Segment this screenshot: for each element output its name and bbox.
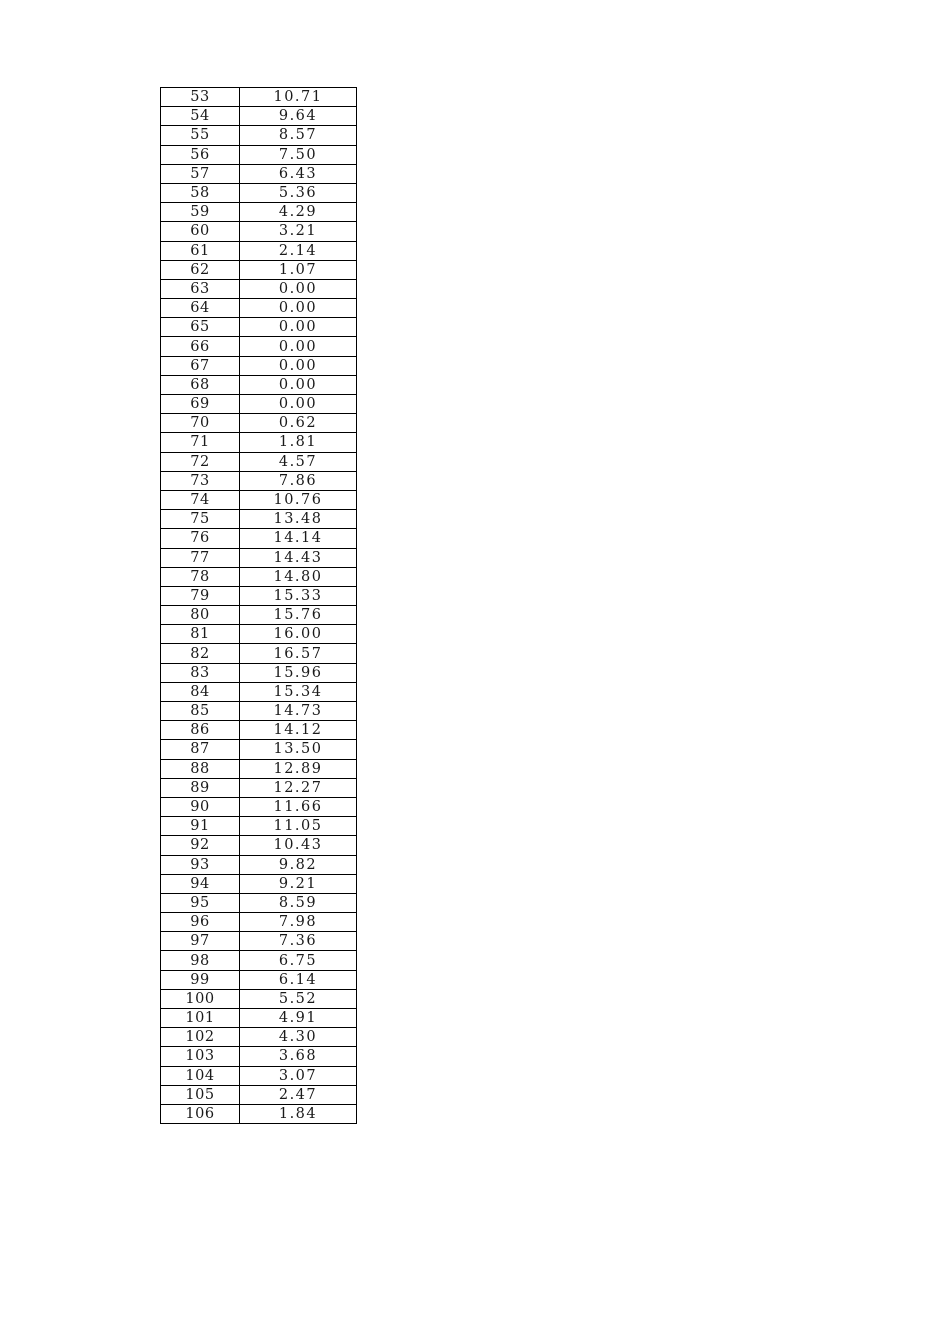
table-row bbox=[161, 913, 357, 932]
row-index-cell: 82 bbox=[161, 644, 240, 663]
row-index-cell: 97 bbox=[161, 932, 240, 951]
row-index-cell: 74 bbox=[161, 490, 240, 509]
row-value-cell: 0.00 bbox=[240, 375, 357, 394]
row-value-cell: 3.07 bbox=[240, 1066, 357, 1085]
row-value-cell: 12.89 bbox=[240, 759, 357, 778]
row-index-cell: 64 bbox=[161, 299, 240, 318]
table-row bbox=[161, 702, 357, 721]
row-value-cell: 15.34 bbox=[240, 682, 357, 701]
row-index-cell: 84 bbox=[161, 682, 240, 701]
row-value-cell: 7.98 bbox=[240, 913, 357, 932]
row-index-cell: 106 bbox=[161, 1104, 240, 1123]
row-value-cell: 14.73 bbox=[240, 702, 357, 721]
row-value-cell: 1.81 bbox=[240, 433, 357, 452]
row-index-cell: 93 bbox=[161, 855, 240, 874]
row-index-cell: 87 bbox=[161, 740, 240, 759]
data-table bbox=[160, 87, 357, 1124]
row-index-cell: 66 bbox=[161, 337, 240, 356]
table-row bbox=[161, 893, 357, 912]
row-value-cell: 14.80 bbox=[240, 567, 357, 586]
table-row bbox=[161, 1028, 357, 1047]
row-value-cell: 5.36 bbox=[240, 183, 357, 202]
table-row bbox=[161, 644, 357, 663]
table-row bbox=[161, 797, 357, 816]
row-index-cell: 98 bbox=[161, 951, 240, 970]
table-row bbox=[161, 759, 357, 778]
table-row bbox=[161, 222, 357, 241]
row-value-cell: 14.43 bbox=[240, 548, 357, 567]
row-index-cell: 70 bbox=[161, 414, 240, 433]
row-value-cell: 7.36 bbox=[240, 932, 357, 951]
table-row bbox=[161, 586, 357, 605]
row-value-cell: 12.27 bbox=[240, 778, 357, 797]
table-row bbox=[161, 1066, 357, 1085]
row-value-cell: 2.14 bbox=[240, 241, 357, 260]
row-value-cell: 4.57 bbox=[240, 452, 357, 471]
table-row bbox=[161, 529, 357, 548]
row-value-cell: 9.21 bbox=[240, 874, 357, 893]
row-value-cell: 11.05 bbox=[240, 817, 357, 836]
row-index-cell: 104 bbox=[161, 1066, 240, 1085]
row-value-cell: 0.00 bbox=[240, 337, 357, 356]
table-row bbox=[161, 855, 357, 874]
row-index-cell: 69 bbox=[161, 395, 240, 414]
row-index-cell: 79 bbox=[161, 586, 240, 605]
row-index-cell: 65 bbox=[161, 318, 240, 337]
row-value-cell: 3.21 bbox=[240, 222, 357, 241]
table-row bbox=[161, 1047, 357, 1066]
table-row bbox=[161, 318, 357, 337]
table-body bbox=[161, 88, 357, 1124]
row-value-cell: 8.59 bbox=[240, 893, 357, 912]
row-value-cell: 15.76 bbox=[240, 606, 357, 625]
row-index-cell: 75 bbox=[161, 510, 240, 529]
row-index-cell: 57 bbox=[161, 164, 240, 183]
row-index-cell: 62 bbox=[161, 260, 240, 279]
row-index-cell: 91 bbox=[161, 817, 240, 836]
row-index-cell: 58 bbox=[161, 183, 240, 202]
row-value-cell: 9.64 bbox=[240, 107, 357, 126]
row-value-cell: 7.50 bbox=[240, 145, 357, 164]
row-value-cell: 8.57 bbox=[240, 126, 357, 145]
row-value-cell: 11.66 bbox=[240, 797, 357, 816]
row-value-cell: 0.00 bbox=[240, 356, 357, 375]
row-value-cell: 10.43 bbox=[240, 836, 357, 855]
table-row bbox=[161, 452, 357, 471]
row-index-cell: 59 bbox=[161, 203, 240, 222]
row-index-cell: 61 bbox=[161, 241, 240, 260]
row-index-cell: 80 bbox=[161, 606, 240, 625]
row-value-cell: 10.76 bbox=[240, 490, 357, 509]
row-index-cell: 53 bbox=[161, 88, 240, 107]
table-row bbox=[161, 490, 357, 509]
row-value-cell: 3.68 bbox=[240, 1047, 357, 1066]
row-index-cell: 96 bbox=[161, 913, 240, 932]
row-index-cell: 76 bbox=[161, 529, 240, 548]
row-value-cell: 7.86 bbox=[240, 471, 357, 490]
table-row bbox=[161, 337, 357, 356]
row-value-cell: 1.07 bbox=[240, 260, 357, 279]
table-row bbox=[161, 721, 357, 740]
row-value-cell: 16.00 bbox=[240, 625, 357, 644]
row-value-cell: 0.00 bbox=[240, 318, 357, 337]
row-value-cell: 6.43 bbox=[240, 164, 357, 183]
table-row bbox=[161, 203, 357, 222]
table-row bbox=[161, 356, 357, 375]
row-value-cell: 4.29 bbox=[240, 203, 357, 222]
row-value-cell: 4.91 bbox=[240, 1009, 357, 1028]
row-index-cell: 83 bbox=[161, 663, 240, 682]
table-row bbox=[161, 260, 357, 279]
row-index-cell: 88 bbox=[161, 759, 240, 778]
row-value-cell: 15.96 bbox=[240, 663, 357, 682]
row-value-cell: 9.82 bbox=[240, 855, 357, 874]
row-value-cell: 5.52 bbox=[240, 989, 357, 1008]
row-index-cell: 81 bbox=[161, 625, 240, 644]
table-row bbox=[161, 395, 357, 414]
table-row bbox=[161, 88, 357, 107]
table-row bbox=[161, 107, 357, 126]
row-value-cell: 2.47 bbox=[240, 1085, 357, 1104]
table-row bbox=[161, 299, 357, 318]
row-index-cell: 85 bbox=[161, 702, 240, 721]
row-index-cell: 89 bbox=[161, 778, 240, 797]
row-index-cell: 92 bbox=[161, 836, 240, 855]
row-index-cell: 102 bbox=[161, 1028, 240, 1047]
table-row bbox=[161, 951, 357, 970]
table-row bbox=[161, 1085, 357, 1104]
table-row bbox=[161, 433, 357, 452]
row-index-cell: 86 bbox=[161, 721, 240, 740]
table-row bbox=[161, 740, 357, 759]
row-value-cell: 0.00 bbox=[240, 299, 357, 318]
row-index-cell: 55 bbox=[161, 126, 240, 145]
row-value-cell: 4.30 bbox=[240, 1028, 357, 1047]
row-value-cell: 0.00 bbox=[240, 279, 357, 298]
table-row bbox=[161, 241, 357, 260]
table-row bbox=[161, 932, 357, 951]
table-row bbox=[161, 874, 357, 893]
table-row bbox=[161, 663, 357, 682]
table-row bbox=[161, 625, 357, 644]
row-value-cell: 13.50 bbox=[240, 740, 357, 759]
row-index-cell: 99 bbox=[161, 970, 240, 989]
table-row bbox=[161, 606, 357, 625]
row-index-cell: 103 bbox=[161, 1047, 240, 1066]
row-value-cell: 14.14 bbox=[240, 529, 357, 548]
table-row bbox=[161, 510, 357, 529]
table-row bbox=[161, 548, 357, 567]
row-index-cell: 90 bbox=[161, 797, 240, 816]
table-row bbox=[161, 682, 357, 701]
table-row bbox=[161, 414, 357, 433]
table-row bbox=[161, 279, 357, 298]
table-row bbox=[161, 126, 357, 145]
row-index-cell: 100 bbox=[161, 989, 240, 1008]
table-row bbox=[161, 145, 357, 164]
row-index-cell: 63 bbox=[161, 279, 240, 298]
row-index-cell: 60 bbox=[161, 222, 240, 241]
row-index-cell: 95 bbox=[161, 893, 240, 912]
table-row bbox=[161, 1009, 357, 1028]
table-row bbox=[161, 817, 357, 836]
table-row bbox=[161, 471, 357, 490]
row-index-cell: 67 bbox=[161, 356, 240, 375]
row-value-cell: 0.00 bbox=[240, 395, 357, 414]
row-value-cell: 10.71 bbox=[240, 88, 357, 107]
table-row bbox=[161, 1104, 357, 1123]
row-value-cell: 16.57 bbox=[240, 644, 357, 663]
row-index-cell: 77 bbox=[161, 548, 240, 567]
table-row bbox=[161, 183, 357, 202]
row-index-cell: 68 bbox=[161, 375, 240, 394]
row-value-cell: 1.84 bbox=[240, 1104, 357, 1123]
row-value-cell: 0.62 bbox=[240, 414, 357, 433]
row-index-cell: 73 bbox=[161, 471, 240, 490]
row-value-cell: 6.75 bbox=[240, 951, 357, 970]
table-row bbox=[161, 970, 357, 989]
table-row bbox=[161, 836, 357, 855]
table-row bbox=[161, 164, 357, 183]
row-index-cell: 101 bbox=[161, 1009, 240, 1028]
row-index-cell: 94 bbox=[161, 874, 240, 893]
row-value-cell: 13.48 bbox=[240, 510, 357, 529]
table-row bbox=[161, 567, 357, 586]
row-value-cell: 6.14 bbox=[240, 970, 357, 989]
row-index-cell: 56 bbox=[161, 145, 240, 164]
table-row bbox=[161, 989, 357, 1008]
row-value-cell: 15.33 bbox=[240, 586, 357, 605]
row-index-cell: 105 bbox=[161, 1085, 240, 1104]
row-index-cell: 78 bbox=[161, 567, 240, 586]
row-index-cell: 72 bbox=[161, 452, 240, 471]
table-row bbox=[161, 375, 357, 394]
table-row bbox=[161, 778, 357, 797]
row-value-cell: 14.12 bbox=[240, 721, 357, 740]
row-index-cell: 71 bbox=[161, 433, 240, 452]
row-index-cell: 54 bbox=[161, 107, 240, 126]
